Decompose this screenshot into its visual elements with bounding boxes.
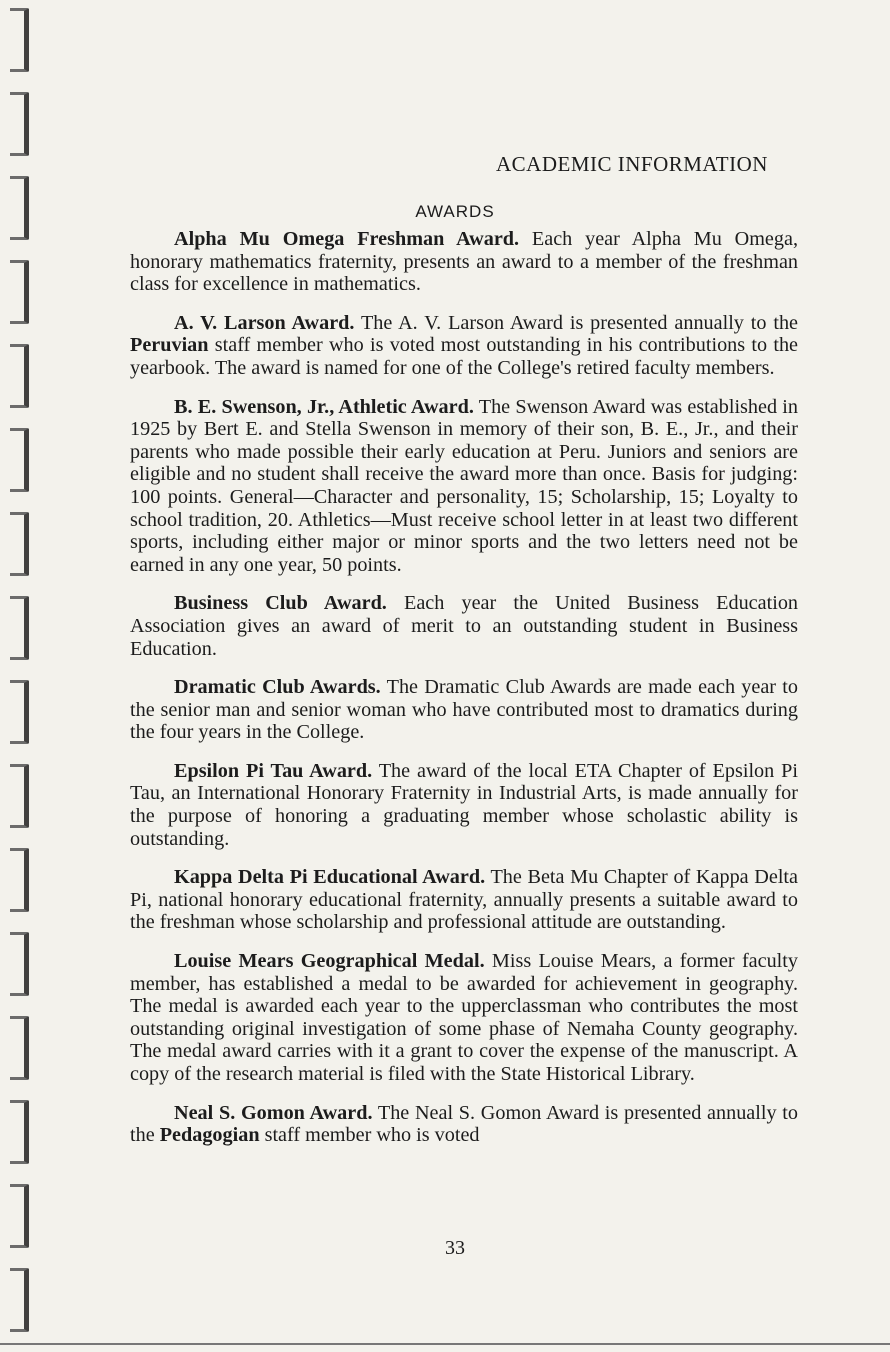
award-text: Miss Louise Mears, a former faculty member, has established a medal to be awarded for achievement in geography. The medal is awarded each year to the upperclassman who contributes the most outstanding original investigation of some phase of Nemaha County geography. The medal award carries with it a grant to cover the expense of the manuscript. A copy of the research material is filed with the State Historical Library. (130, 950, 798, 1085)
binding-mark (10, 1016, 29, 1080)
binding-mark (10, 764, 29, 828)
award-paragraph (130, 676, 798, 744)
binding-mark (10, 932, 29, 996)
binding-mark (10, 1268, 29, 1332)
award-text: staff member who is voted (259, 1124, 480, 1147)
award-paragraph (130, 228, 798, 296)
binding-mark (10, 8, 29, 72)
award-text: Each year the United Business Education Association gives an award of merit to an outstanding student in Business Education. (130, 592, 799, 660)
binding-mark (10, 92, 29, 156)
award-text: staff member who is voted most outstanding in his contributions to the yearbook. The award is named for one of the College's retired faculty members. (130, 334, 798, 379)
awards-list (130, 228, 798, 1163)
binding-mark (10, 848, 29, 912)
award-title: Business Club Award. (174, 592, 387, 615)
award-text: The Swenson Award was established in 1925 by Bert E. and Stella Swenson in memory of their son, B. E., Jr., and their parents who made possible their early education at Peru. Juniors and seniors are eligible and no student shall receive the award more than once. Basis for judging: 100 points. General—Character and personality, 15; Scholarship, 15; Loyalty to school tradition, 20. Athletics—Must receive school letter in at least two different sports, including either major or minor sports and the two letters need not be earned in any one year, 50 points. (130, 395, 798, 576)
publication-name: Pedagogian (159, 1124, 260, 1147)
award-paragraph (130, 760, 798, 850)
award-paragraph (130, 950, 798, 1086)
award-title: Neal S. Gomon Award. (174, 1101, 373, 1124)
award-text: Each year Alpha Mu Omega, honorary mathematics fraternity, presents an award to a member of the freshman class for excellence in mathematics. (130, 228, 798, 296)
award-paragraph (130, 312, 798, 380)
award-text: The Dramatic Club Awards are made each year to the senior man and senior woman who have contributed most to dramatics during the four years in the College. (130, 676, 798, 744)
award-title: A. V. Larson Award. (174, 311, 355, 334)
award-paragraph (130, 396, 798, 577)
award-text: The Beta Mu Chapter of Kappa Delta Pi, national honorary educational fraternity, annually presents a suitable award to the freshman whose scholarship and professional attitude are outstanding. (130, 866, 799, 934)
binding-mark (10, 1100, 29, 1164)
binding-mark (10, 596, 29, 660)
award-title: B. E. Swenson, Jr., Athletic Award. (174, 395, 474, 418)
binding-mark (10, 512, 29, 576)
award-title: Epsilon Pi Tau Award. (174, 759, 373, 782)
award-text: The Neal S. Gomon Award is presented annually to the (130, 1101, 798, 1147)
award-paragraph (130, 1102, 798, 1147)
binding-mark (10, 680, 29, 744)
award-title: Kappa Delta Pi Educational Award. (174, 866, 486, 889)
publication-name: Peruvian (130, 334, 209, 357)
award-paragraph (130, 592, 798, 660)
binding-mark (10, 260, 29, 324)
page-number: 33 (445, 1237, 465, 1259)
award-text: The award of the local ETA Chapter of Epsilon Pi Tau, an International Honorary Fraternity in Industrial Arts, is made annually for the purpose of honoring a graduating member whose scholastic ability is outstanding. (130, 759, 798, 850)
binding-mark (10, 344, 29, 408)
award-title: Alpha Mu Omega Freshman Award. (174, 228, 520, 250)
award-text: The A. V. Larson Award is presented annually to the (354, 311, 798, 334)
award-title: Louise Mears Geographical Medal. (174, 950, 485, 973)
binding-mark (10, 428, 29, 492)
award-paragraph (130, 866, 798, 934)
running-head: ACADEMIC INFORMATION (496, 152, 768, 176)
section-title: AWARDS (415, 202, 495, 221)
page-bottom-edge (0, 1343, 890, 1345)
award-title: Dramatic Club Awards. (174, 676, 381, 699)
